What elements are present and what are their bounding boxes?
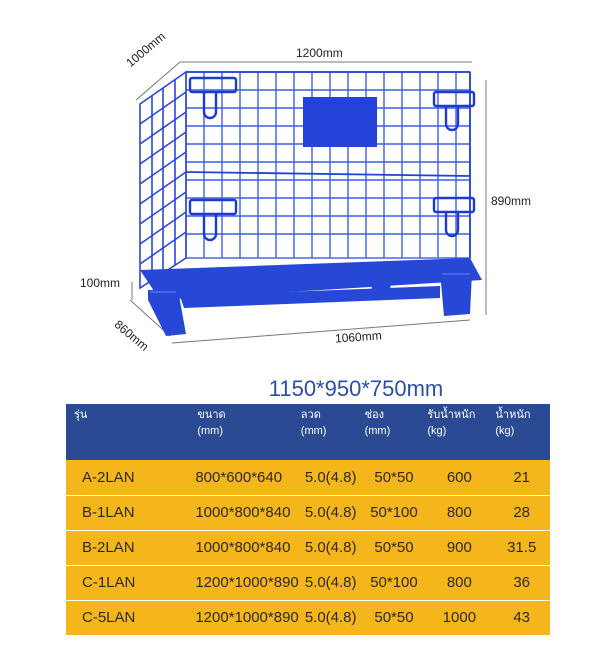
cell-weight: 31.5	[493, 530, 550, 565]
cage-base	[140, 258, 482, 336]
header-size: ขนาด (mm)	[197, 409, 226, 437]
dim-width-top: 1200mm	[296, 46, 343, 60]
dim-width-bottom: 1060mm	[334, 328, 383, 346]
cell-mesh: 50*50	[363, 600, 426, 635]
cell-model: A-2LAN	[82, 468, 135, 486]
cell-mesh: 50*50	[374, 468, 414, 486]
cell-capacity: 600	[446, 468, 472, 486]
cell-wire: 5.0(4.8)	[299, 530, 363, 565]
spec-table	[66, 404, 550, 635]
header-wire: ลวด (mm)	[300, 409, 327, 437]
dim-depth-top: 1000mm	[123, 29, 169, 70]
cell-mesh: 50*50	[363, 530, 426, 565]
header-capacity: รับน้ำหนัก (kg)	[427, 409, 476, 437]
header-weight: น้ำหนัก (kg)	[495, 409, 531, 437]
sign-plate	[303, 97, 377, 147]
table-row	[66, 565, 550, 600]
cell-model: C-1LAN	[66, 565, 195, 600]
dim-height: 890mm	[491, 194, 532, 208]
cell-size: 1000*800*840	[195, 495, 298, 530]
cell-mesh: 50*100	[363, 565, 426, 600]
header-mesh: ช่อง (mm)	[364, 409, 391, 437]
header-model: รุ่น	[74, 409, 88, 421]
cell-wire: 5.0(4.8)	[299, 600, 363, 635]
cell-wire: 5.0(4.8)	[304, 468, 357, 486]
cell-model: B-2LAN	[66, 530, 195, 565]
cell-wire: 5.0(4.8)	[299, 565, 363, 600]
dim-foot-height: 100mm	[80, 276, 121, 290]
table-row	[66, 600, 550, 635]
cell-capacity: 800	[425, 565, 493, 600]
dim-depth-bottom: 860mm	[111, 317, 152, 354]
cell-weight: 21	[513, 468, 531, 486]
cell-size: 1200*1000*890	[195, 600, 298, 635]
cage-size-headline: 1150*950*750mm	[268, 376, 444, 401]
cell-size: 1200*1000*890	[195, 565, 298, 600]
cell-weight: 28	[493, 495, 550, 530]
cell-wire: 5.0(4.8)	[299, 495, 363, 530]
table-row	[66, 460, 550, 495]
cell-model: C-5LAN	[66, 600, 195, 635]
cell-mesh: 50*100	[363, 495, 426, 530]
table-row	[66, 530, 550, 565]
table-row	[66, 495, 550, 530]
cell-capacity: 1000	[425, 600, 493, 635]
cell-model: B-1LAN	[66, 495, 195, 530]
cage-side-panel	[140, 72, 186, 288]
cell-size: 1000*800*840	[195, 530, 298, 565]
cell-capacity: 800	[425, 495, 493, 530]
cell-capacity: 900	[425, 530, 493, 565]
cell-weight: 43	[493, 600, 550, 635]
cell-weight: 36	[493, 565, 550, 600]
cell-size: 800*600*640	[195, 468, 283, 486]
table-header-row	[66, 404, 550, 460]
